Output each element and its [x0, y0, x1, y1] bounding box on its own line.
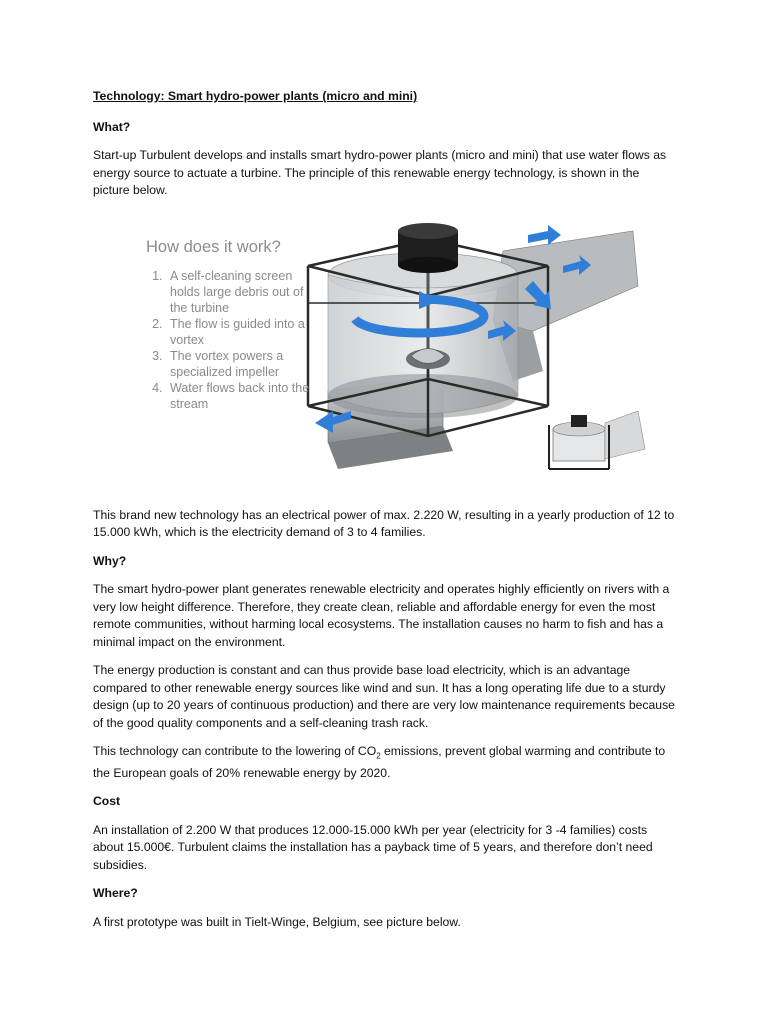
- how-it-works-steps: [146, 268, 316, 412]
- where-heading: Where?: [93, 886, 138, 901]
- why-paragraph-3: [93, 743, 677, 782]
- where-paragraph: A first prototype was built in Tielt-Winge, Belgium, see picture below.: [93, 914, 461, 929]
- turbine-figure: [93, 211, 677, 493]
- how-it-works-heading: How does it work?: [146, 237, 281, 256]
- what-intro: Start-up Turbulent develops and installs smart hydro-power plants (micro and mini) that use water flows as energy source to actuate a turbine. The principle of this renewable energy technology, is shown in the picture below.: [93, 148, 667, 197]
- co2-text-before: This technology can contribute to the lowering of CO: [93, 744, 377, 758]
- step-item: 3. The vortex powers a specialized impeller: [166, 348, 316, 380]
- why-paragraph-2: The energy production is constant and can thus provide base load electricity, which is an advantage compared to other renewable energy sources like wind and sun. It has a long operating life due to a sturdy design (up to 20 years of continuous production) and there are very low maintenance requirements because of the good quality components and a self-cleaning trash rack.: [93, 663, 675, 730]
- what-heading: What?: [93, 119, 131, 134]
- document-title: Technology: Smart hydro-power plants (micro and mini): [93, 89, 418, 103]
- step-item: 2. The flow is guided into a vortex: [166, 316, 316, 348]
- step-item: 1. A self-cleaning screen holds large debris out of the turbine: [166, 268, 316, 316]
- how-it-works-panel: [146, 239, 316, 413]
- power-paragraph: This brand new technology has an electrical power of max. 2.220 W, resulting in a yearly production of 12 to 15.000 kWh, which is the electricity demand of 3 to 4 families.: [93, 507, 675, 539]
- document-page: [93, 88, 677, 942]
- co2-text-after: emissions, prevent global warming and contribute to the European goals of 20% renewable energy by 2020.: [93, 744, 666, 780]
- why-heading: Why?: [93, 553, 127, 568]
- cost-heading: Cost: [93, 794, 121, 809]
- why-paragraph-1: The smart hydro-power plant generates renewable electricity and operates highly efficiently on rivers with a very low height difference. Therefore, they create clean, reliable and affordable energy for even the most remote communities, without harming local ecosystems. The installation causes no harm to fish and has a minimal impact on the environment.: [93, 582, 670, 649]
- step-item: 4. Water flows back into the stream: [166, 380, 316, 412]
- co2-subscript: 2: [376, 751, 381, 761]
- cost-paragraph: An installation of 2.200 W that produces 12.000-15.000 kWh per year (electricity for 3 -4 families) costs about 15.000€. Turbulent claims the installation has a payback time of 5 years, and therefore don’t need subsidies.: [93, 822, 653, 872]
- inset-turbine-render: [549, 411, 645, 469]
